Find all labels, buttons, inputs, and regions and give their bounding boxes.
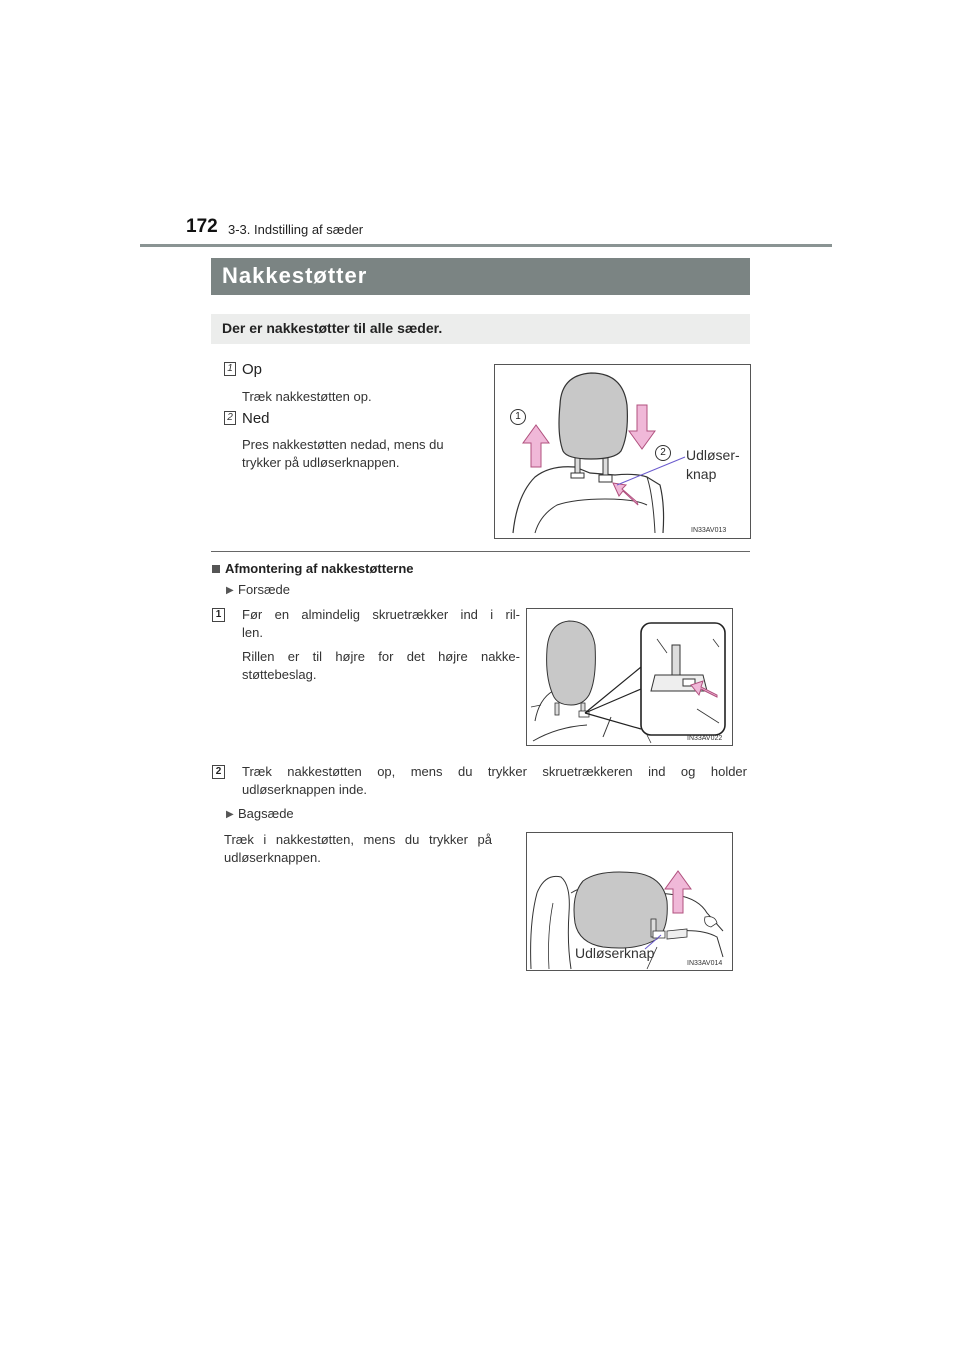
figure-code: IN33AV013: [691, 527, 727, 534]
step2-line1: Træk nakkestøtten op, mens du trykker skruetrækkeren ind og holder: [242, 764, 747, 779]
figure-rear-seat-removal: [526, 832, 733, 971]
item-text-down-line2: trykker på udløserknappen.: [242, 455, 400, 470]
callout-1: 1: [510, 409, 526, 425]
item-title-up: Op: [242, 361, 263, 378]
callout-2: 2: [655, 445, 671, 461]
item-title-down: Ned: [242, 410, 270, 427]
figure-code: IN33AV022: [687, 735, 723, 742]
step1-line4: støttebeslag.: [242, 667, 317, 682]
step-number-2: 2: [212, 765, 225, 779]
section-title: Nakkestøtter: [222, 263, 368, 288]
section-rule: [211, 551, 750, 552]
step1-line3: Rillen er til højre for det højre nakke-: [242, 649, 520, 664]
step-number-1: 1: [212, 608, 225, 622]
step1-line1: Før en almindelig skruetrækker ind i ril-: [242, 607, 520, 622]
item-number-2: 2: [224, 411, 236, 425]
front-seat-label: Forsæde: [238, 582, 291, 597]
removal-heading: Afmontering af nakkestøtterne: [225, 561, 414, 576]
triangle-bullet-icon: ▶: [226, 809, 234, 820]
front-seat-removal-illustration: [527, 609, 732, 745]
rear-seat-label: Bagsæde: [238, 806, 294, 821]
section-subtitle: Der er nakkestøtter til alle sæder.: [222, 320, 443, 336]
step1-line2: len.: [242, 625, 263, 640]
page-number: 172: [186, 216, 218, 237]
figure-headrest-adjust: [494, 364, 751, 539]
item-text-down-line1: Pres nakkestøtten nedad, mens du: [242, 437, 444, 452]
figure-code: IN33AV014: [687, 960, 723, 967]
item-text-up: Træk nakkestøtten op.: [242, 389, 372, 404]
release-button-label-line1: Udløser-: [686, 447, 740, 463]
release-button-label: Udløserknap: [575, 945, 655, 961]
triangle-bullet-icon: ▶: [226, 585, 234, 596]
figure-front-seat-removal: [526, 608, 733, 746]
chapter-heading: 3-3. Indstilling af sæder: [228, 222, 364, 237]
release-button-label-line2: knap: [686, 466, 717, 482]
section-title-bar: [211, 258, 750, 295]
item-number-1: 1: [224, 362, 236, 376]
rear-text-line2: udløserknappen.: [224, 850, 321, 865]
section-subtitle-bar: [211, 314, 750, 344]
header-rule: [140, 244, 832, 247]
rear-text-line1: Træk i nakkestøtten, mens du trykker på: [224, 832, 492, 847]
square-bullet-icon: [212, 565, 220, 573]
step2-line2: udløserknappen inde.: [242, 782, 368, 797]
